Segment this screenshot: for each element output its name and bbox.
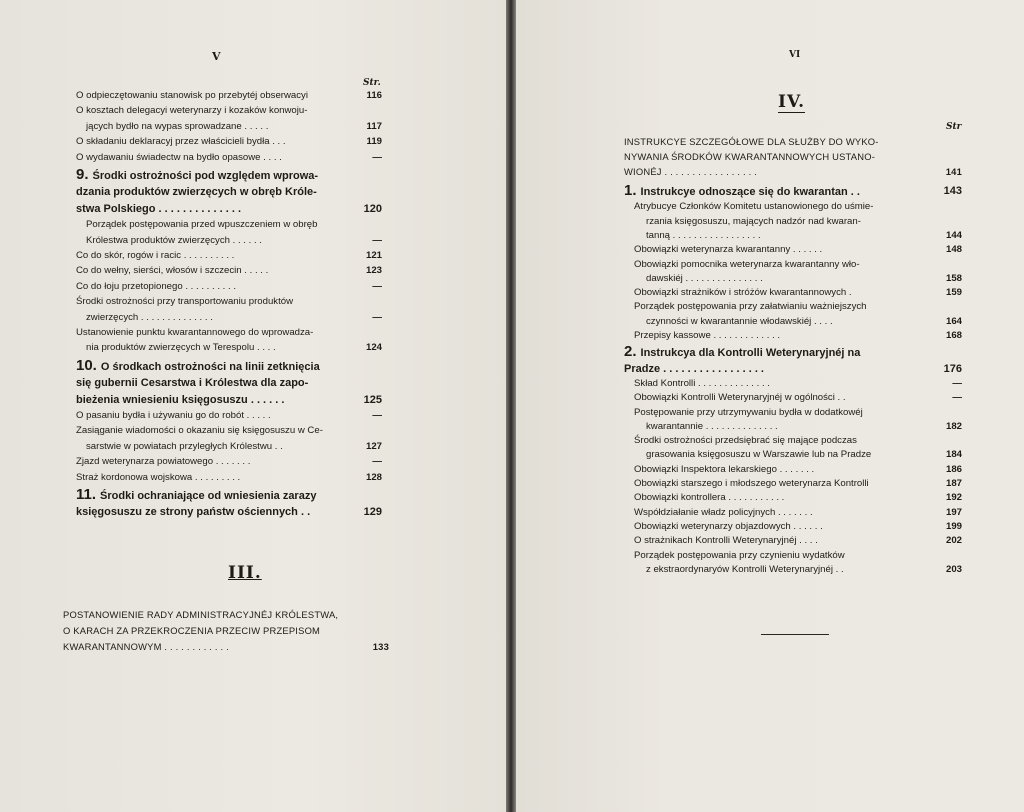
toc-entry — [624, 406, 962, 420]
toc-entry — [624, 215, 962, 229]
toc-entry — [76, 150, 382, 165]
toc-entry — [76, 233, 382, 248]
toc-entry-page: 116 — [366, 90, 382, 101]
toc-entry-page: 182 — [945, 420, 962, 432]
toc-entry-page: — — [372, 280, 382, 292]
toc-entry-page: 187 — [945, 478, 962, 489]
toc-entry-title: jących bydło na wypas sprowadzane . . . . . — [86, 120, 269, 132]
toc-entry — [76, 356, 382, 375]
toc-entry-title: O środkach ostrożności na linii zetknięcia — [100, 360, 320, 373]
toc-entry-title: Zasiąganie wiadomości o okazaniu się księgosuszu w Ce- — [76, 425, 323, 437]
toc-entry-title: Co do łoju przetopionego . . . . . . . . . . — [76, 280, 236, 292]
toc-entry-number: 9. — [76, 166, 89, 183]
toc-entry — [624, 164, 962, 179]
toc-entry — [76, 375, 382, 391]
toc-entry — [624, 182, 962, 200]
toc-entry-title: grasowania księgosuszu w Warszawie lub na Pradze — [646, 449, 872, 461]
toc-entry — [624, 534, 962, 548]
toc-entry — [624, 243, 962, 257]
toc-entry — [624, 300, 962, 314]
toc-entry-title: zwierzęcych . . . . . . . . . . . . . . — [86, 311, 213, 323]
toc-entry-page: 120 — [363, 202, 382, 215]
toc-entry-title: rzania księgosuszu, mających nadzór nad kwaran- — [646, 215, 861, 227]
toc-entry-number: 11. — [76, 486, 97, 503]
toc-entry — [76, 454, 382, 469]
toc-entry-page: 168 — [945, 330, 962, 341]
toc-entry-title: sarstwie w powiatach przyległych Królestwu . . — [86, 440, 283, 452]
toc-entry-page: 197 — [945, 506, 962, 518]
toc-entry-page: 141 — [945, 166, 962, 177]
toc-entry-page: 184 — [945, 449, 962, 461]
toc-entry-page: 192 — [945, 492, 962, 504]
toc-entry-page: — — [372, 311, 382, 323]
toc-entry-title: Obowiązki kontrollera . . . . . . . . . . . — [634, 492, 785, 504]
toc-entry-page: 202 — [945, 535, 962, 547]
toc-entry-title: Środki ostrożności pod względem wprowa- — [92, 170, 319, 182]
toc-entry-title: stwa Polskiego . . . . . . . . . . . . . . — [76, 202, 242, 215]
toc-entry-title: Instrukcya dla Kontrolli Weterynaryjnéj na — [640, 347, 861, 360]
toc-entry-title: się gubernii Cesarstwa i Królestwa dla zapo- — [76, 377, 309, 390]
toc-entry — [624, 506, 962, 520]
left-section-title: III. — [228, 563, 262, 583]
toc-entry-title: Obowiązki weterynarza kwarantanny . . . . . . — [634, 244, 823, 256]
toc-entry — [624, 343, 962, 361]
toc-entry-title: tanną . . . . . . . . . . . . . . . . . — [646, 229, 761, 241]
toc-entry — [624, 491, 962, 505]
toc-entry-title: Współdziałanie władz policyjnych . . . . . . . — [634, 506, 813, 518]
toc-entry-title: Środki ostrożności przy transportowaniu produktów — [76, 296, 294, 308]
toc-entry — [624, 329, 962, 343]
toc-entry-number: 1. — [624, 182, 637, 199]
toc-entry-title: Straż kordonowa wojskowa . . . . . . . . . — [76, 471, 241, 483]
toc-entry-page: 121 — [365, 250, 382, 261]
toc-entry-title: POSTANOWIENIE RADY ADMINISTRACYJNÉJ KRÓLESTWA, — [63, 609, 339, 620]
right-section-title: IV. — [778, 92, 806, 112]
toc-entry — [76, 88, 382, 103]
toc-entry — [76, 217, 382, 232]
toc-entry-title: O pasaniu bydła i używaniu go do robót . . . . . — [76, 410, 271, 421]
toc-entry-page: 129 — [363, 506, 382, 519]
toc-entry — [76, 310, 382, 325]
toc-entry-title: O wydawaniu świadectw na bydło opasowe . . . . — [76, 151, 282, 163]
toc-entry — [624, 420, 962, 434]
toc-entry — [63, 639, 389, 655]
toc-entry — [76, 279, 382, 294]
toc-entry — [76, 263, 382, 278]
right-page-number: VI — [789, 50, 801, 60]
toc-entry-number: 2. — [624, 343, 637, 361]
left-book-page — [0, 0, 506, 812]
toc-entry — [76, 504, 382, 520]
left-page-number: V — [212, 50, 221, 63]
closing-rule — [761, 634, 829, 635]
toc-entry-title: Porządek postępowania przy załatwianiu ważniejszych — [634, 301, 867, 313]
toc-entry-title: Instrukcye odnoszące się do kwarantan . . — [640, 186, 860, 198]
toc-entry — [76, 325, 382, 340]
toc-entry-title: Przepisy kassowe . . . . . . . . . . . . . — [634, 330, 781, 341]
toc-entry — [76, 485, 382, 504]
toc-entry-page: 123 — [365, 265, 382, 277]
toc-entry-page: — — [372, 151, 382, 163]
toc-entry-title: O składaniu deklaracyj przez właścicieli bydła . . . — [76, 136, 286, 148]
toc-entry — [76, 392, 382, 408]
toc-entry-page: 127 — [365, 440, 382, 452]
toc-entry — [76, 134, 382, 149]
toc-entry-page: 125 — [363, 393, 382, 406]
toc-entry — [76, 119, 382, 134]
toc-entry-title: Pradze . . . . . . . . . . . . . . . . . — [624, 362, 764, 375]
toc-entry-page: 117 — [366, 120, 382, 132]
toc-entry-title: bieżenia wniesieniu księgosuszu . . . . . . — [76, 393, 285, 406]
toc-entry-title: Obowiązki starszego i młodszego weterynarza Kontrolli — [634, 478, 869, 489]
toc-entry — [76, 248, 382, 263]
toc-entry — [63, 607, 389, 623]
toc-entry-page: 119 — [366, 136, 382, 148]
toc-entry — [624, 463, 962, 477]
toc-entry-title: Obowiązki Inspektora lekarskiego . . . . . . . — [634, 463, 815, 475]
toc-entry-title: Obowiązki weterynarzy objazdowych . . . . . . — [634, 520, 823, 532]
toc-entry — [624, 258, 962, 272]
toc-entry-title: O strażnikach Kontrolli Weterynaryjnéj . . . . — [634, 535, 818, 547]
toc-entry — [624, 377, 962, 391]
toc-entry-page: — — [372, 234, 382, 246]
left-toc-list — [76, 88, 382, 538]
toc-entry-title: Środki ochraniające od wniesienia zarazy — [100, 490, 317, 502]
toc-entry — [624, 448, 962, 462]
toc-entry — [624, 272, 962, 286]
toc-entry — [624, 200, 962, 214]
toc-entry — [624, 286, 962, 300]
toc-entry-page: 144 — [945, 229, 962, 241]
toc-entry-page: 143 — [943, 185, 962, 197]
toc-entry — [76, 184, 382, 200]
toc-entry — [76, 340, 382, 355]
toc-entry — [76, 294, 382, 309]
toc-entry-page: 203 — [945, 563, 962, 575]
right-toc-list — [624, 182, 962, 602]
toc-entry — [624, 549, 962, 563]
toc-entry-title: Skład Kontrolli . . . . . . . . . . . . . . — [634, 377, 770, 389]
toc-entry-title: O KARACH ZA PRZEKROCZENIA PRZECIW PRZEPISOM — [63, 625, 321, 636]
right-book-page — [516, 0, 1024, 812]
postanowienie-block — [63, 607, 389, 655]
toc-entry-title: Obowiązki strażników i stróżów kwarantannowych . — [634, 287, 852, 299]
toc-entry — [76, 165, 382, 184]
toc-entry-page: — — [372, 456, 382, 468]
toc-entry-title: czynności w kwarantannie włodawskiéj . . . . — [646, 315, 833, 327]
toc-entry-title: WIONÉJ . . . . . . . . . . . . . . . . . — [624, 166, 758, 177]
right-intro-block — [624, 134, 962, 180]
toc-entry-title: Ustanowienie punktu kwarantannowego do wprowadza- — [76, 327, 314, 338]
toc-entry — [624, 362, 962, 377]
toc-entry-title: Środki ostrożności przedsiębrać się mające podczas — [634, 435, 857, 447]
toc-entry — [76, 423, 382, 438]
toc-entry-page: 186 — [945, 463, 962, 475]
toc-entry-page: 128 — [365, 471, 382, 483]
toc-entry-page: — — [372, 410, 382, 421]
toc-entry — [624, 149, 962, 164]
toc-entry — [76, 103, 382, 118]
toc-entry-title: Postępowanie przy utrzymywaniu bydła w dodatkowéj — [634, 406, 863, 418]
toc-entry — [76, 408, 382, 423]
toc-entry-title: KWARANTANNOWYM . . . . . . . . . . . . — [63, 641, 229, 652]
toc-entry-title: z ekstraordynaryów Kontrolli Weterynaryjnéj . . — [646, 563, 844, 575]
toc-entry-title: księgosuszu ze strony państw ościennych . . — [76, 506, 311, 519]
right-str-label: Str — [946, 122, 962, 132]
toc-entry-title: Królestwa produktów zwierzęcych . . . . . . — [86, 234, 262, 246]
toc-entry-title: NYWANIA ŚRODKÓW KWARANTANNOWYCH USTANO- — [624, 151, 876, 162]
toc-entry — [624, 520, 962, 534]
toc-entry-title: Porządek postępowania przy czynieniu wydatków — [634, 549, 845, 561]
toc-entry-title: Porządek postępowania przed wpuszczeniem w obręb — [86, 219, 318, 231]
toc-entry — [76, 201, 382, 217]
toc-entry — [624, 315, 962, 329]
toc-entry-title: Obowiązki pomocnika weterynarza kwarantanny wło- — [634, 258, 860, 270]
toc-entry-title: Co do wełny, sierści, włosów i szczecin . . . . . — [76, 265, 269, 277]
toc-entry-page: 176 — [943, 362, 962, 375]
toc-entry-title: dawskiéj . . . . . . . . . . . . . . . — [646, 272, 763, 284]
toc-entry-title: O odpieczętowaniu stanowisk po przebytéj obserwacyi — [76, 90, 308, 101]
toc-entry — [76, 470, 382, 485]
toc-entry-title: Zjazd weterynarza powiatowego . . . . . . . — [76, 456, 251, 468]
toc-entry — [624, 391, 962, 405]
toc-entry — [624, 434, 962, 448]
toc-entry-title: dzania produktów zwierzęcych w obręb Króle- — [76, 186, 317, 199]
toc-entry-page: 148 — [945, 244, 962, 256]
toc-entry — [76, 439, 382, 454]
book-gutter — [506, 0, 516, 812]
toc-entry-page: 199 — [945, 520, 962, 532]
toc-entry-title: O kosztach delegacyi weterynarzy i kozaków konwoju- — [76, 105, 308, 117]
toc-entry-title: nia produktów zwierzęcych w Terespolu . . . . — [86, 342, 276, 354]
toc-entry-page: 124 — [365, 342, 382, 354]
toc-entry — [624, 563, 962, 577]
left-str-label: Str. — [363, 78, 381, 88]
toc-entry-page: 133 — [372, 641, 389, 652]
toc-entry — [63, 623, 389, 639]
toc-entry-title: Co do skór, rogów i racic . . . . . . . . . . — [76, 250, 235, 261]
toc-entry-page: 164 — [945, 315, 962, 327]
toc-entry-page: — — [952, 377, 962, 389]
toc-entry — [624, 477, 962, 491]
toc-entry — [624, 134, 962, 149]
toc-entry-title: kwarantannie . . . . . . . . . . . . . . — [646, 420, 778, 432]
toc-entry-page: 158 — [945, 272, 962, 284]
toc-entry-title: Atrybucye Członków Komitetu ustanowionego do uśmie- — [634, 201, 874, 213]
toc-entry — [624, 229, 962, 243]
toc-entry-number: 10. — [76, 356, 97, 374]
toc-entry-page: — — [952, 392, 962, 404]
toc-entry-title: INSTRUKCYE SZCZEGÓŁOWE DLA SŁUŻBY DO WYKO- — [624, 136, 879, 147]
toc-entry-page: 159 — [945, 287, 962, 299]
toc-entry-title: Obowiązki Kontrolli Weterynaryjnéj w ogólności . . — [634, 392, 846, 404]
